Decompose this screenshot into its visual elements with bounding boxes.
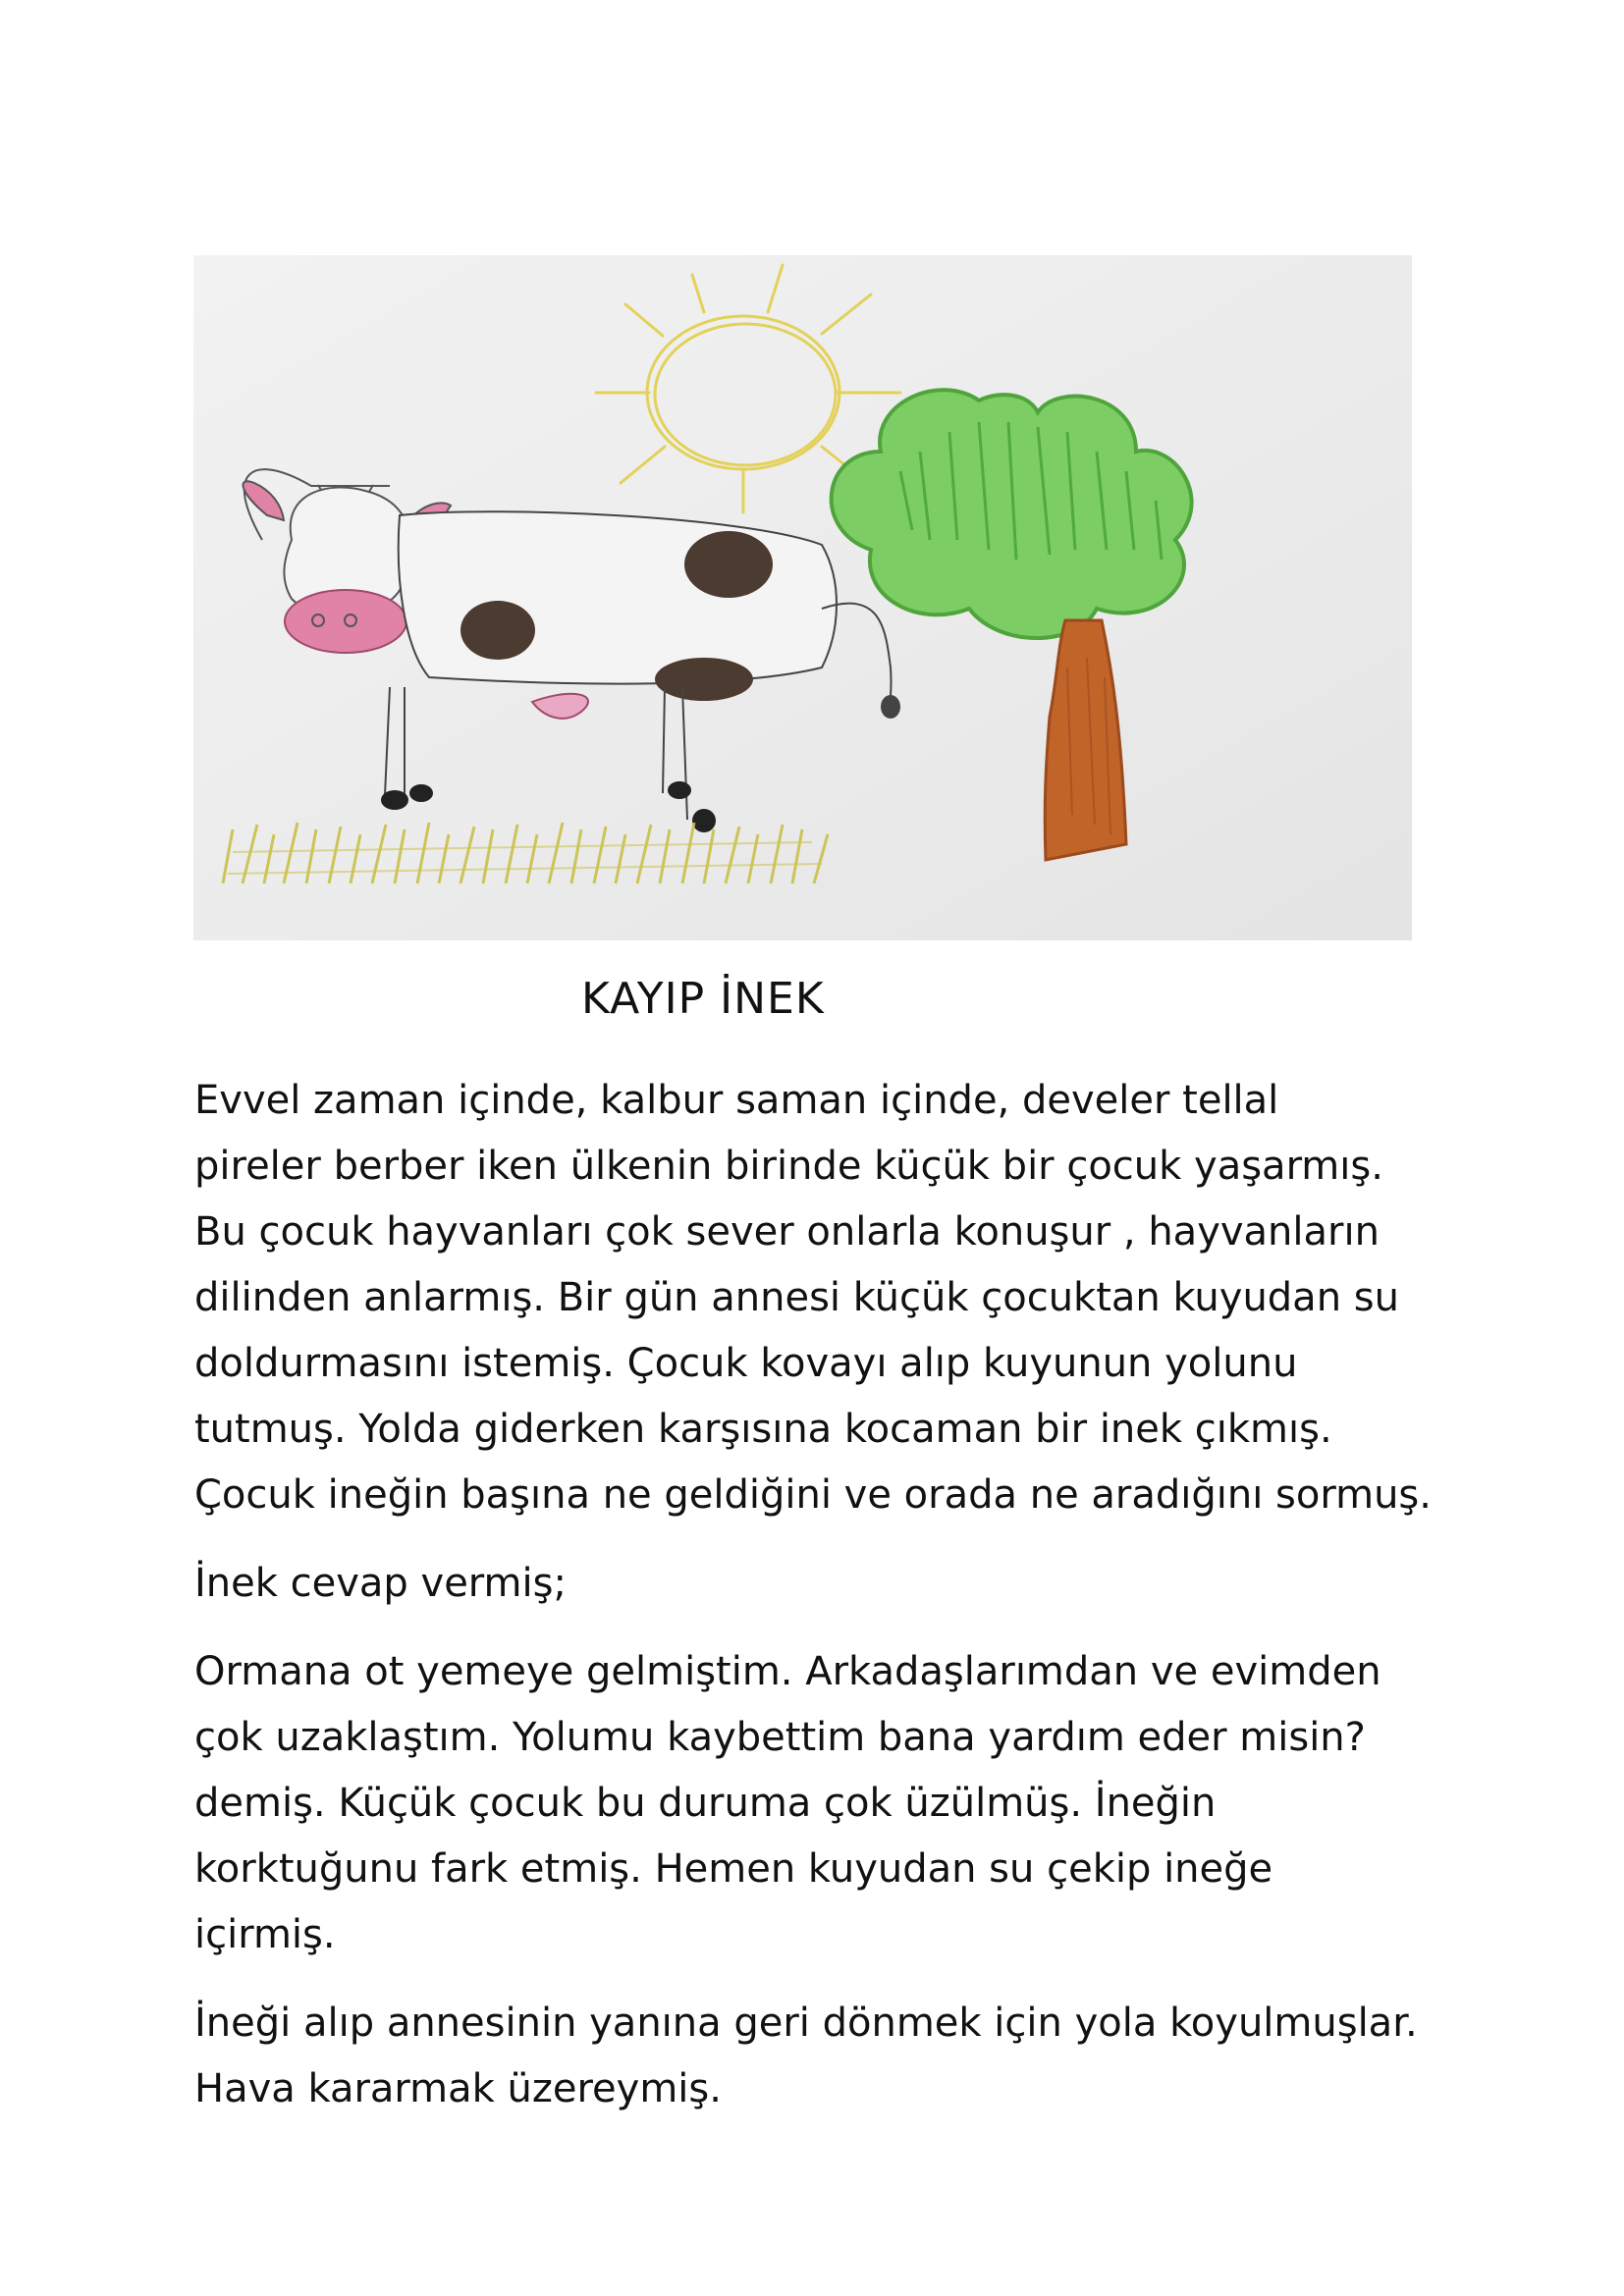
text-line: İneği alıp annesinin yanına geri dönmek için yola koyulmuşlar. bbox=[194, 2001, 1418, 2046]
text-line: içirmiş. bbox=[194, 1912, 336, 1957]
page-title: KAYIP İNEK bbox=[581, 974, 825, 1024]
text-line: tutmuş. Yolda giderken karşısına kocaman bir inek çıkmış. bbox=[194, 1407, 1332, 1452]
text-line: dilinden anlarmış. Bir gün annesi küçük çocuktan kuyudan su bbox=[194, 1275, 1399, 1320]
text-line: Bu çocuk hayvanları çok sever onlarla konuşur , hayvanların bbox=[194, 1209, 1380, 1255]
text-line: doldurmasını istemiş. Çocuk kovayı alıp kuyunun yolunu bbox=[194, 1341, 1298, 1386]
text-line: Evvel zaman içinde, kalbur saman içinde, develer tellal bbox=[194, 1078, 1279, 1123]
text-line: Hava kararmak üzereymiş. bbox=[194, 2066, 722, 2111]
paragraph-3 bbox=[194, 1639, 1461, 1968]
text-line: korktuğunu fark etmiş. Hemen kuyudan su çekip ineğe bbox=[194, 1846, 1273, 1892]
text-line: demiş. Küçük çocuk bu duruma çok üzülmüş. İneğin bbox=[194, 1781, 1217, 1826]
paragraph-2 bbox=[194, 1551, 1461, 1617]
paragraph-4 bbox=[194, 1991, 1461, 2122]
story-body bbox=[194, 1068, 1461, 2145]
child-drawing-illustration bbox=[193, 255, 1412, 940]
text-line: İnek cevap vermiş; bbox=[194, 1561, 567, 1606]
text-line: pireler berber iken ülkenin birinde küçük bir çocuk yaşarmış. bbox=[194, 1144, 1383, 1189]
text-line: Ormana ot yemeye gelmiştim. Arkadaşlarımdan ve evimden bbox=[194, 1649, 1381, 1694]
text-line: Çocuk ineğin başına ne geldiğini ve orada ne aradığını sormuş. bbox=[194, 1472, 1432, 1518]
text-line: çok uzaklaştım. Yolumu kaybettim bana yardım eder misin? bbox=[194, 1715, 1366, 1760]
paragraph-1 bbox=[194, 1068, 1461, 1528]
